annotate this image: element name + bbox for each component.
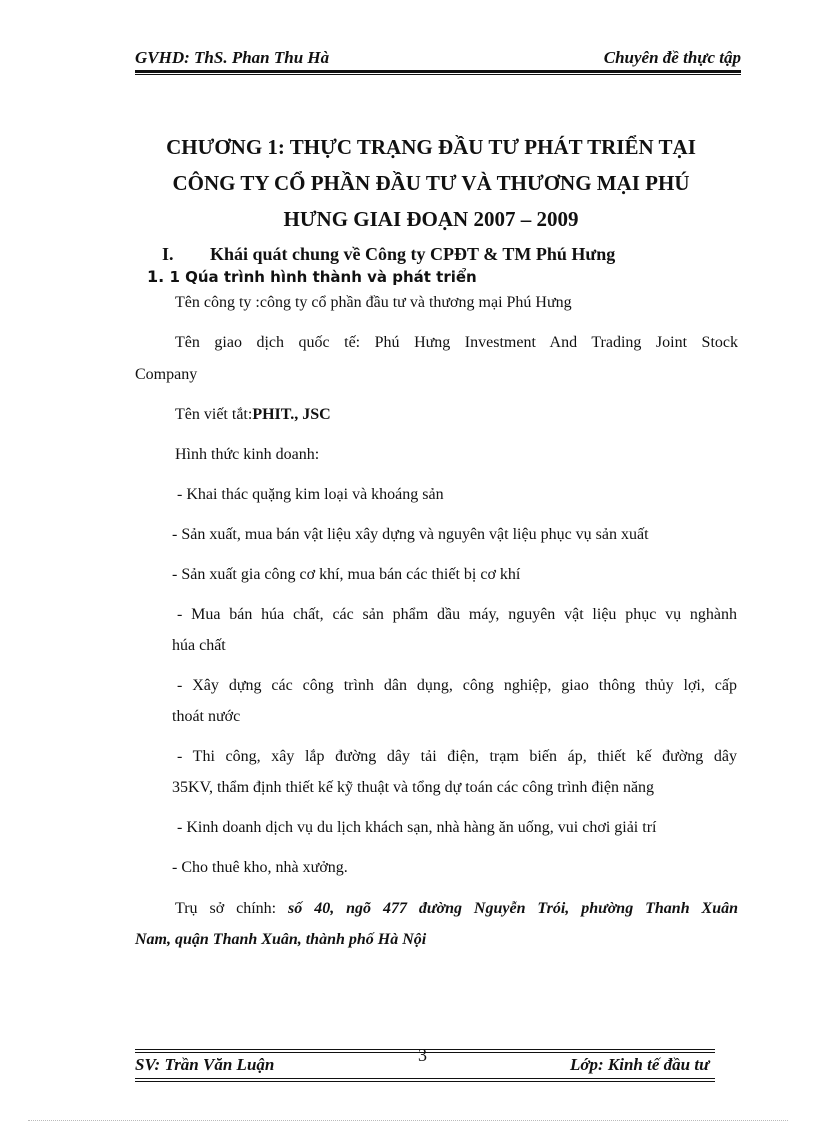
- chapter-title-line1: CHƯƠNG 1: THỰC TRẠNG ĐẦU TƯ PHÁT TRIỂN TẠI: [166, 135, 696, 159]
- header-doc-type: Chuyên đề thực tập: [603, 48, 741, 67]
- business-item-4-line2: húa chất: [172, 637, 226, 654]
- header-rule-thin: [135, 74, 741, 75]
- business-item-7: - Kinh doanh dịch vụ du lịch khách sạn, nhà hàng ăn uống, vui chơi giải trí: [177, 819, 657, 836]
- page-number: 3: [418, 1045, 427, 1065]
- subsection-title: 1 Qúa trình hình thành và phát triển: [169, 268, 477, 286]
- business-item-5-line1: - Xây dựng các công trình dân dụng, công nghiệp, giao thông thủy lợi, cấp: [177, 677, 737, 694]
- footer-class: Lớp: Kinh tế đầu tư: [570, 1055, 710, 1074]
- business-item-6-line2: 35KV, thẩm định thiết kế kỹ thuật và tổng dự toán các công trình điện năng: [172, 779, 655, 796]
- business-item-5-line2: thoát nước: [172, 708, 241, 725]
- business-label: Hình thức kinh doanh:: [175, 446, 320, 463]
- footer-rule-bottom: [135, 1078, 715, 1079]
- short-name-value: PHIT., JSC: [252, 406, 331, 423]
- business-item-2: - Sản xuất, mua bán vật liệu xây dựng và nguyên vật liệu phục vụ sản xuất: [172, 526, 649, 543]
- short-name: [175, 399, 331, 431]
- headquarters-address-1: số 40, ngõ 477 đường Nguyễn Trói, phường Thanh Xuân: [288, 900, 739, 917]
- business-item-1: - Khai thác quặng kim loại và khoáng sản: [177, 486, 444, 503]
- business-item-4-line1: - Mua bán húa chất, các sản phẩm dầu máy, nguyên vật liệu phục vụ nghành: [177, 606, 737, 623]
- business-item-8: - Cho thuê kho, nhà xưởng.: [172, 859, 348, 876]
- subsection-heading: [147, 267, 477, 286]
- chapter-title-line2: CÔNG TY CỔ PHẦN ĐẦU TƯ VÀ THƯƠNG MẠI PHÚ: [172, 171, 690, 195]
- footer-student: SV: Trần Văn Luận: [135, 1055, 275, 1074]
- headquarters-line1: [175, 893, 738, 925]
- section-number: I.: [162, 244, 174, 264]
- subsection-number: 1.: [147, 267, 165, 286]
- headquarters-address-2: Nam, quận Thanh Xuân, thành phố Hà Nội: [135, 931, 427, 948]
- business-item-6-line1: - Thi công, xây lắp đường dây tải điện, trạm biến áp, thiết kế đường dây: [177, 748, 737, 765]
- intl-name-line2: Company: [135, 366, 198, 383]
- company-name: Tên công ty :công ty cổ phần đầu tư và thương mại Phú Hưng: [175, 294, 572, 311]
- header-rule: [135, 70, 741, 73]
- footer-rule-bottom-2: [135, 1081, 715, 1082]
- intl-name-line1: Tên giao dịch quốc tế: Phú Hưng Investment And Trading Joint Stock: [175, 334, 738, 351]
- headquarters-label: Trụ sở chính:: [175, 900, 289, 917]
- page-edge-dotted-line: [28, 1120, 788, 1121]
- section-title: Khái quát chung về Công ty CPĐT & TM Phú Hưng: [210, 244, 616, 264]
- business-item-3: - Sản xuất gia công cơ khí, mua bán các thiết bị cơ khí: [172, 566, 521, 583]
- header-supervisor: GVHD: ThS. Phan Thu Hà: [135, 48, 330, 67]
- short-name-label: Tên viết tắt:: [175, 406, 253, 423]
- chapter-title-line3: HƯNG GIAI ĐOẠN 2007 – 2009: [283, 207, 579, 231]
